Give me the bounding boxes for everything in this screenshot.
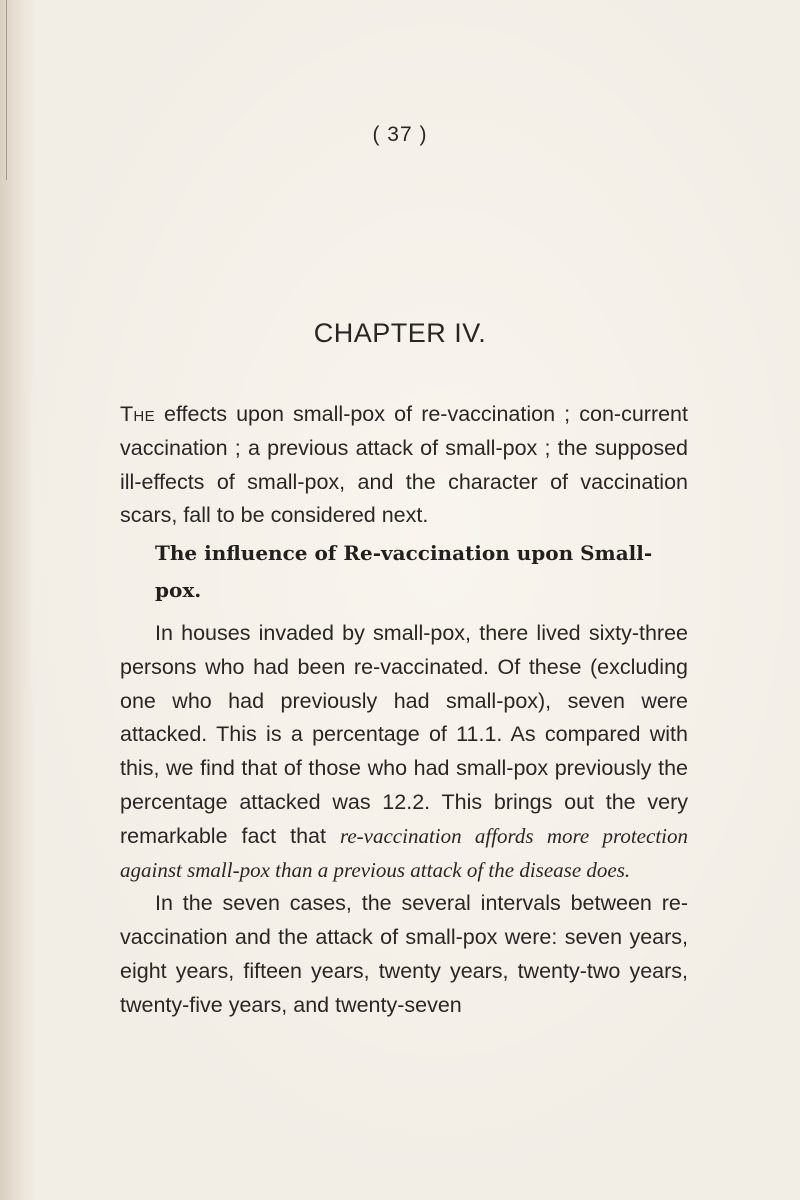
intro-paragraph (120, 398, 688, 533)
page-number: ( 37 ) (372, 123, 428, 146)
paragraph1-italic: re-vaccination affords more protection against small-pox than a previous attack of the disease does. (120, 823, 688, 882)
paragraph1-text: In houses invaded by small-pox, there lived sixty-three persons who had been re-vaccinated. Of these (excluding one who had previously had small-pox), seven were attacked. This is a percentage of 11.1. As compared with this, we find that of those who had small-pox previously the percentage attacked was 12.2. This brings out the very remarkable fact that (120, 621, 688, 848)
section-heading (155, 535, 675, 609)
intro-text: effects upon small-pox of re-vaccination ; con-current vaccination ; a previous attack of small-pox ; the supposed ill-effects of small-pox, and the character of vaccination scars, fall to be considered next. (120, 402, 688, 528)
section-heading-line2: pox. (155, 578, 202, 602)
paragraph2-text: In the seven cases, the several intervals between re-vaccination and the attack of small-pox were: seven years, eight years, fifteen years, twenty years, twenty-two years, twenty-five years, and twenty-seven (120, 891, 688, 1017)
section-body (120, 617, 688, 1023)
intro-lead-word: The (120, 402, 155, 426)
page-binding-edge (0, 0, 34, 1200)
section-heading-line1: The influence of Re-vaccination upon Small- (155, 541, 653, 565)
chapter-title: CHAPTER IV. (313, 318, 487, 348)
binding-shadow-line (6, 0, 7, 180)
